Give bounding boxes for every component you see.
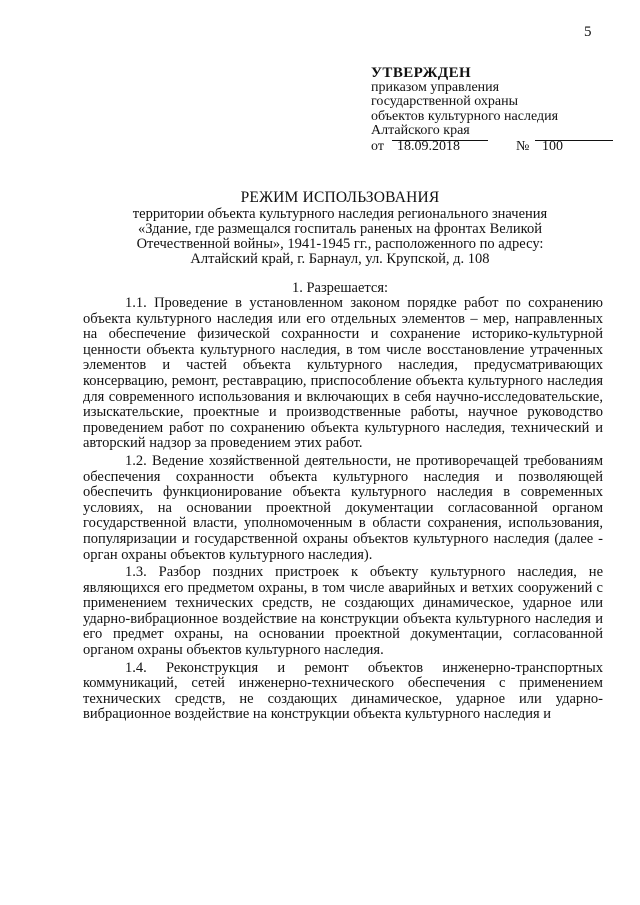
subtitle-line: Отечественной войны», 1941-1945 гг., расположенного по адресу: [136,236,544,252]
approval-line: приказом управления [371,79,500,95]
document-title-block [80,190,600,267]
approval-heading: УТВЕРЖДЕН [371,65,472,81]
subtitle-line: «Здание, где размещался госпиталь раненых на фронтах Великой [137,221,543,237]
paragraph-1-3: 1.3. Разбор поздних пристроек к объекту культурного наследия, не являющихся его предметом охраны, в том числе аварийных и ветхих сооружений с применением технических средств, не создающих динамическое, ударное или ударно-вибрационное воздействие на конструкции объекта культурного наследия и его предмет охраны, на основании проектной документации, согласованной органом охраны объектов культурного наследия. [83,564,603,659]
date-underline [392,140,488,141]
order-number: 100 [542,138,563,154]
page-number: 5 [584,24,592,40]
approval-line: государственной охраны [371,94,519,109]
number-underline [535,140,613,141]
date-prefix: от [371,138,384,154]
approval-line: Алтайского края [371,123,470,138]
number-prefix: № [516,138,530,154]
section-heading: 1. Разрешается: [291,280,389,296]
subtitle-line: Алтайский край, г. Барнаул, ул. Крупской, д. 108 [190,251,490,267]
document-title: РЕЖИМ ИСПОЛЬЗОВАНИЯ [240,189,440,206]
order-date: 18.09.2018 [397,138,460,154]
paragraph-1-4: 1.4. Реконструкция и ремонт объектов инженерно-транспортных коммуникаций, сетей инженерно-технического обеспечения с применением технических средств, не создающих динамическое, ударное или ударно-вибрационное воздействие на конструкции объекта культурного наследия и [83,659,603,723]
order-date-number-row [371,140,621,158]
approval-stamp [371,66,621,158]
subtitle-line: территории объекта культурного наследия регионального значения [132,206,548,222]
approval-line: объектов культурного наследия [371,108,559,124]
body-text [83,296,603,725]
paragraph-1-1: 1.1. Проведение в установленном законом порядке работ по сохранению объекта культурного наследия или его отдельных элементов – мер, направленных на обеспечение физической сохранности и сохранение историко-культурной ценности объекта культурного наследия, в том числе восстановление утраченных элементов и частей объекта культурного наследия, предусматривающих консервацию, ремонт, реставрацию, приспособление объекта культурного наследия для современного использования и включающих в себя научно-исследовательские, изыскательские, проектные и производственные работы, научное руководство проведением работ по сохранению объекта культурного наследия, технический и авторский надзор за проведением этих работ. [83,295,603,452]
paragraph-1-2: 1.2. Ведение хозяйственной деятельности, не противоречащей требованиям обеспечения сохранности объекта культурного наследия и позволяющей обеспечить функционирование объекта культурного наследия в современных условиях, на основании проектной документации согласованной органом государственной власти, уполномоченным в области сохранения, использования, популяризации и государственной охраны объектов культурного наследия (далее - орган охраны объектов культурного наследия). [83,452,603,563]
